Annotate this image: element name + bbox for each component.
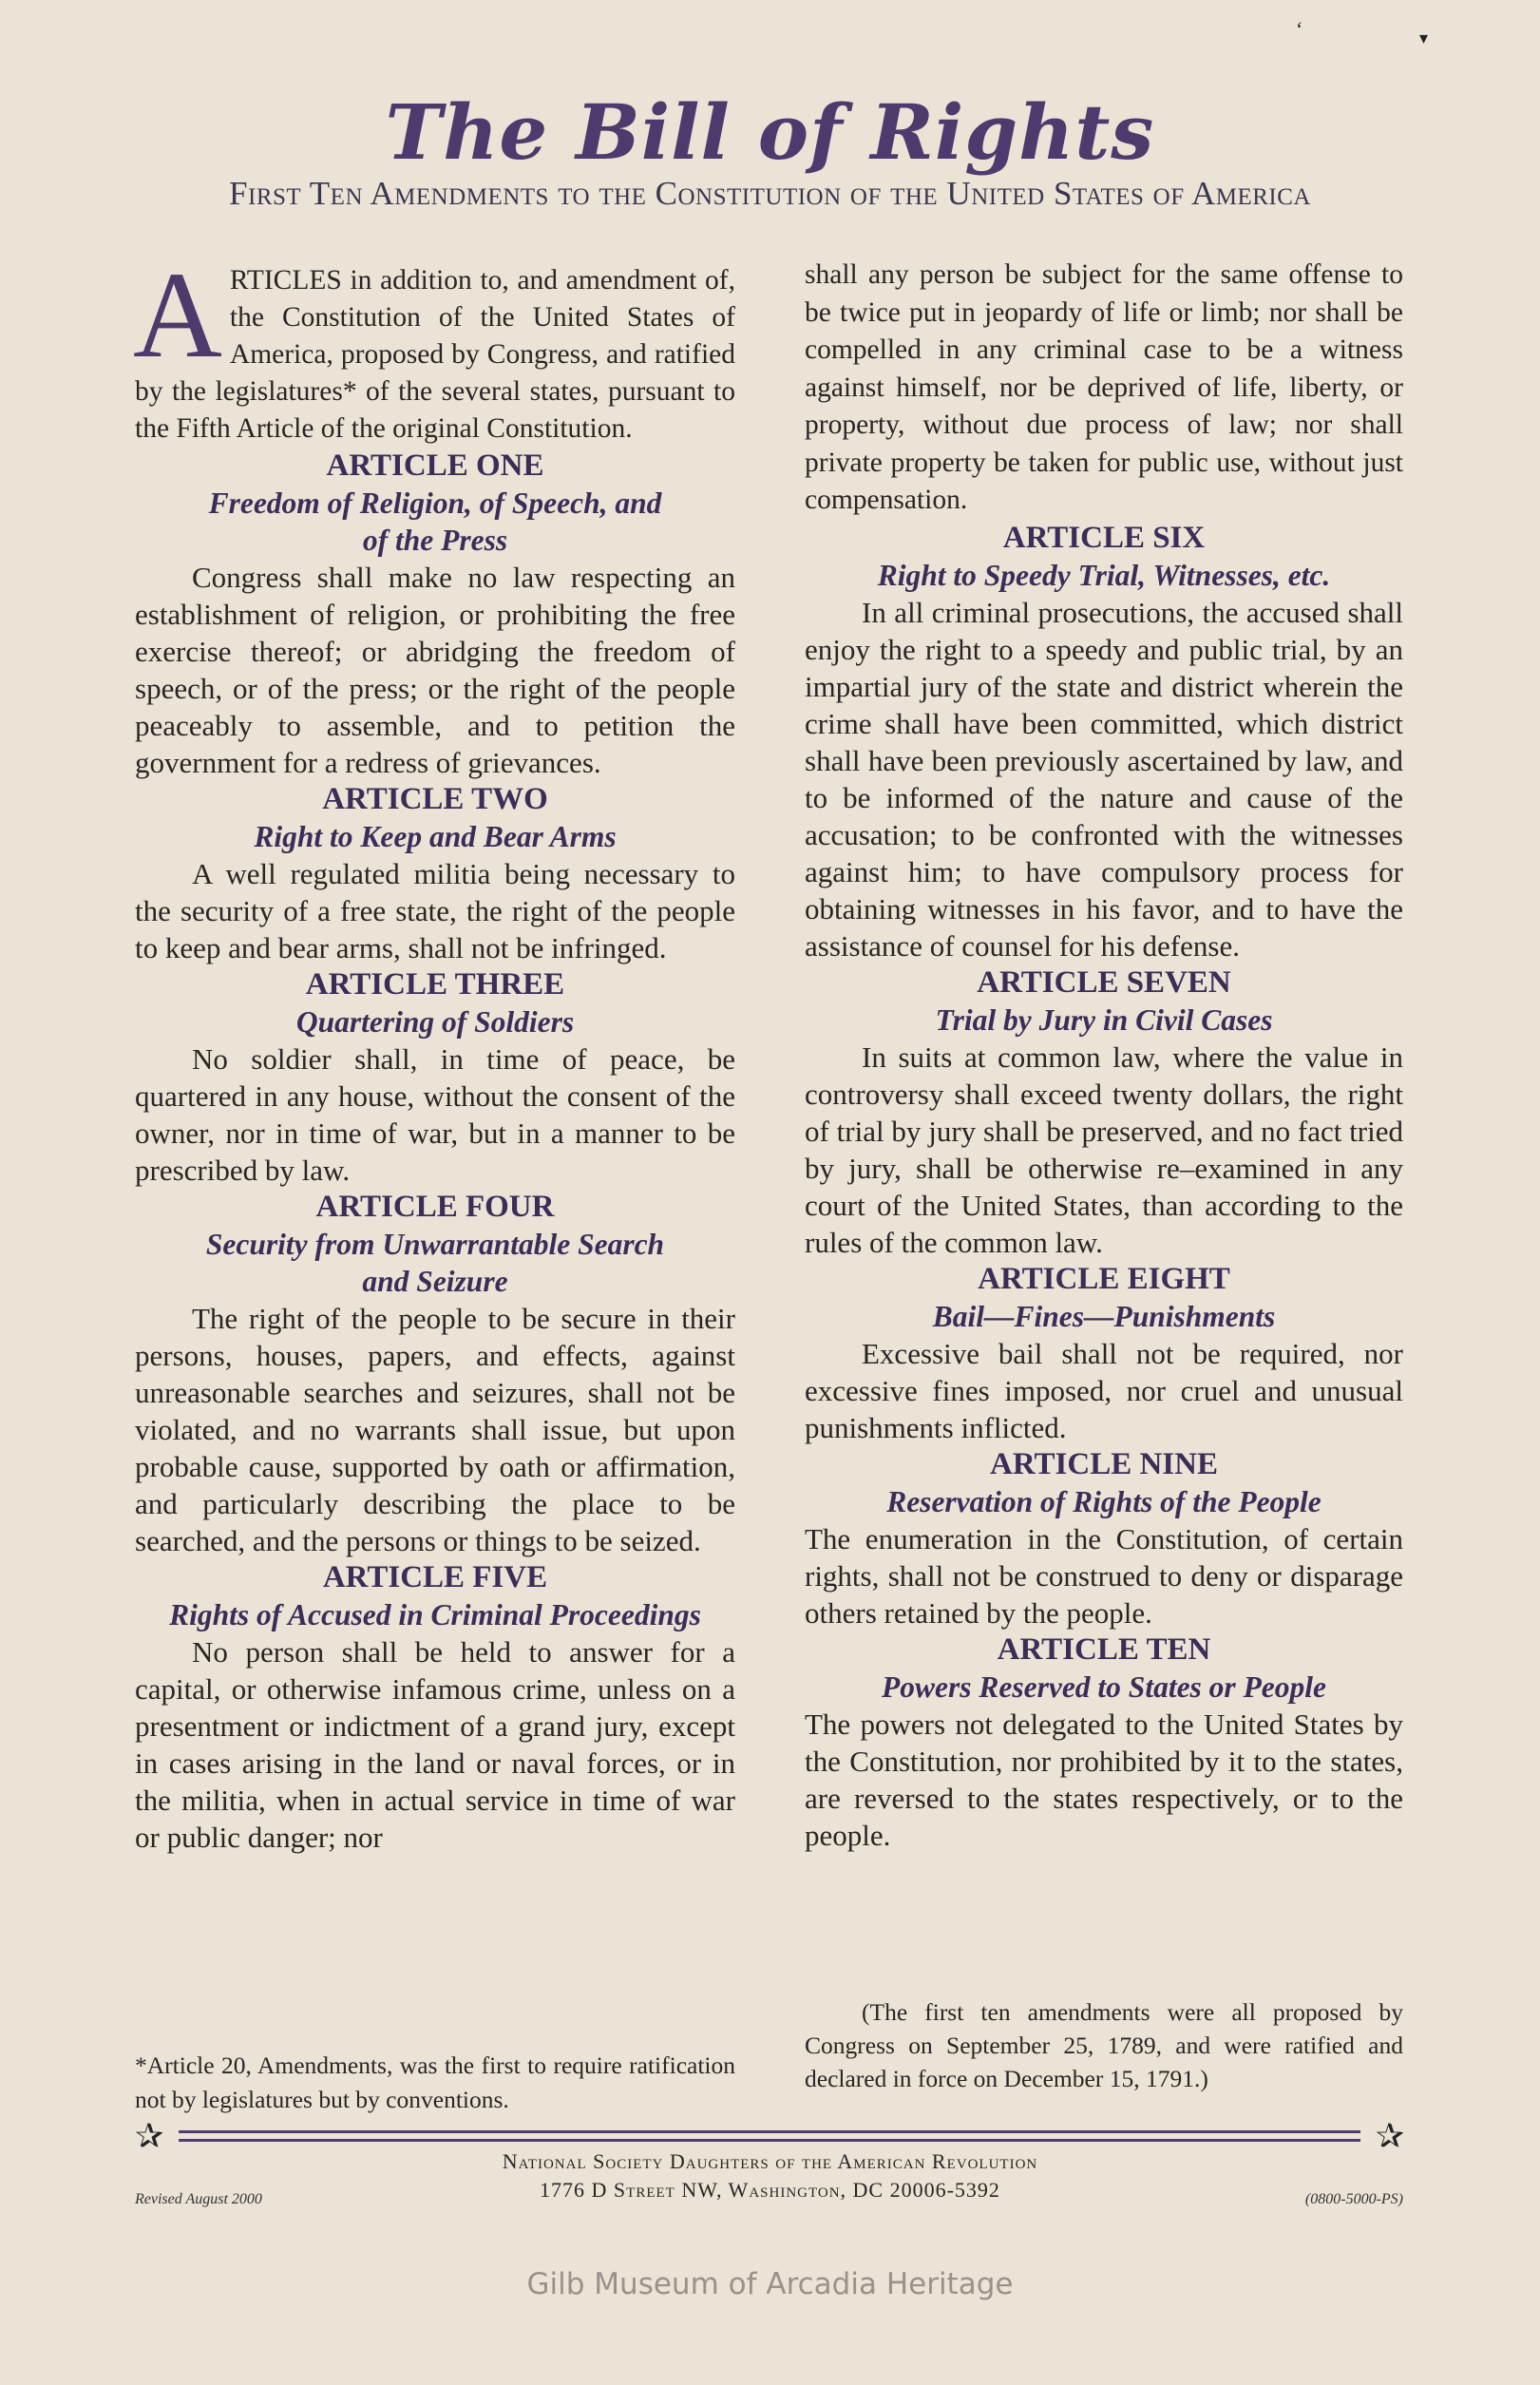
- article-heading: ARTICLE TWO: [322, 782, 548, 816]
- drop-cap: A: [133, 247, 222, 384]
- preamble-text: RTICLES in addition to, and amendment of, the Constitution of the United States of America, proposed by Congress, and ratified by the legislatures* of the several states, pursuant to the Fifth Article of the original Constitution.: [135, 265, 735, 444]
- article-heading: ARTICLE THREE: [305, 967, 565, 1002]
- article-four: [135, 1189, 735, 1559]
- organization-address: 1776 D Street NW, Washington, DC 20006-5392: [540, 2178, 1000, 2202]
- article-body: A well regulated militia being necessary to the security of a free state, the right of the people to keep and bear arms, shall not be infringed.: [135, 857, 735, 964]
- article-subtitle: Trial by Jury in Civil Cases: [935, 1002, 1273, 1037]
- double-rule: [179, 2130, 1360, 2142]
- document-code: (0800-5000-PS): [1304, 2191, 1403, 2207]
- article-subtitle: Right to Speedy Trial, Witnesses, etc.: [877, 558, 1331, 592]
- article-subtitle: Quartering of Soldiers: [295, 1005, 575, 1039]
- article-heading: ARTICLE SIX: [1002, 520, 1206, 555]
- star-icon: ✰: [135, 2117, 164, 2155]
- article-body: The powers not delegated to the United States by the Constitution, nor prohibited by it to the states, are reversed to the states respectively, or to the people.: [805, 1707, 1403, 1852]
- article-heading: ARTICLE FOUR: [315, 1190, 555, 1224]
- article-subtitle: Freedom of Religion, of Speech, and of the Press: [208, 487, 662, 557]
- article-eight: [805, 1261, 1403, 1446]
- article-subtitle: Bail—Fines—Punishments: [932, 1299, 1276, 1333]
- article-heading: ARTICLE SEVEN: [977, 964, 1231, 1000]
- article-seven: [805, 964, 1403, 1261]
- article-one: [135, 448, 735, 781]
- article-body: No person shall be held to answer for a capital, or otherwise infamous crime, unless on a presentment or indictment of a grand jury, except in cases arising in the land or naval forces, or in the militia, when in actual service in time of war or public danger; nor: [135, 1635, 735, 1854]
- article-six: [805, 520, 1403, 964]
- article-nine: [805, 1446, 1403, 1631]
- article-body: The enumeration in the Constitution, of certain rights, shall not be construed to deny or disparage others retained by the people.: [805, 1521, 1403, 1630]
- article-subtitle: Right to Keep and Bear Arms: [254, 820, 617, 853]
- museum-caption: Gilb Museum of Arcadia Heritage: [526, 2267, 1014, 2301]
- article-body: The right of the people to be secure in their persons, houses, papers, and effects, against unreasonable searches and seizures, shall not be violated, and no warrants shall issue, but upon probable cause, supported by oath or affirmation, and particularly describing the place to be searched, and the persons or things to be seized.: [135, 1302, 735, 1557]
- article-ten: [805, 1631, 1403, 1854]
- article-three: [135, 966, 735, 1189]
- document-title: The Bill of Rights: [385, 87, 1155, 177]
- article-body: Excessive bail shall not be required, nor excessive fines imposed, nor cruel and unusual punishments inflicted.: [805, 1336, 1403, 1444]
- star-icon: ✰: [1375, 2117, 1404, 2155]
- article-heading: ARTICLE TEN: [997, 1631, 1211, 1667]
- article-heading: ARTICLE EIGHT: [978, 1261, 1230, 1296]
- left-column: [133, 247, 735, 1856]
- page-mark: ʻ: [1296, 17, 1303, 41]
- article-two: [135, 781, 735, 966]
- article-subtitle: Rights of Accused in Criminal Proceedings: [169, 1598, 701, 1631]
- article-body: In all criminal prosecutions, the accused shall enjoy the right to a speedy and public trial, by an impartial jury of the state and district wherein the crime shall have been committed, which district shall have been previously ascertained by law, and to be informed of the nature and cause of the accusation; to be confronted with the witnesses against him; to have compulsory process for obtaining witnesses in his favor, and to have the assistance of counsel for his defense.: [805, 595, 1403, 963]
- article-subtitle: Reservation of Rights of the People: [886, 1484, 1321, 1518]
- organization-name: National Society Daughters of the American Revolution: [502, 2149, 1038, 2173]
- article-heading: ARTICLE ONE: [326, 448, 544, 483]
- article-heading: ARTICLE FIVE: [322, 1560, 548, 1594]
- article-five-continuation: shall any person be subject for the same offense to be twice put in jeopardy of life or limb; nor shall be compelled in any criminal case to be a witness against himself, nor be deprived of life, liberty, or property, without due process of law; nor shall private property be taken for public use, without just compensation.: [805, 259, 1403, 515]
- article-body: No soldier shall, in time of peace, be quartered in any house, without the consent of the owner, nor in time of war, but in a manner to be prescribed by law.: [135, 1042, 735, 1187]
- closing-note: (The first ten amendments were all proposed by Congress on September 25, 1789, and were ratified and declared in force on December 15, 1791.): [805, 1998, 1403, 2092]
- article-subtitle: Security from Unwarrantable Search and Seizure: [205, 1228, 665, 1298]
- preamble: [133, 247, 735, 448]
- article-subtitle: Powers Reserved to States or People: [881, 1670, 1327, 1704]
- article-heading: ARTICLE NINE: [990, 1446, 1218, 1481]
- page-mark: ▾: [1419, 29, 1429, 48]
- article-five: [135, 1559, 735, 1856]
- footnote: *Article 20, Amendments, was the first to require ratification not by legislatures but by conventions.: [135, 2051, 735, 2113]
- right-column: [805, 257, 1403, 1854]
- article-body: In suits at common law, where the value in controversy shall exceed twenty dollars, the right of trial by jury shall be preserved, and no fact tried by jury, shall be otherwise re–examined in any court of the United States, than according to the rules of the common law.: [805, 1040, 1403, 1259]
- document-subtitle: First Ten Amendments to the Constitution of the United States of America: [229, 175, 1311, 212]
- revision-date: Revised August 2000: [135, 2191, 262, 2207]
- article-body: Congress shall make no law respecting an establishment of religion, or prohibiting the free exercise thereof; or abridging the freedom of speech, or of the press; or the right of the people peaceably to assemble, and to petition the government for a redress of grievances.: [135, 561, 735, 779]
